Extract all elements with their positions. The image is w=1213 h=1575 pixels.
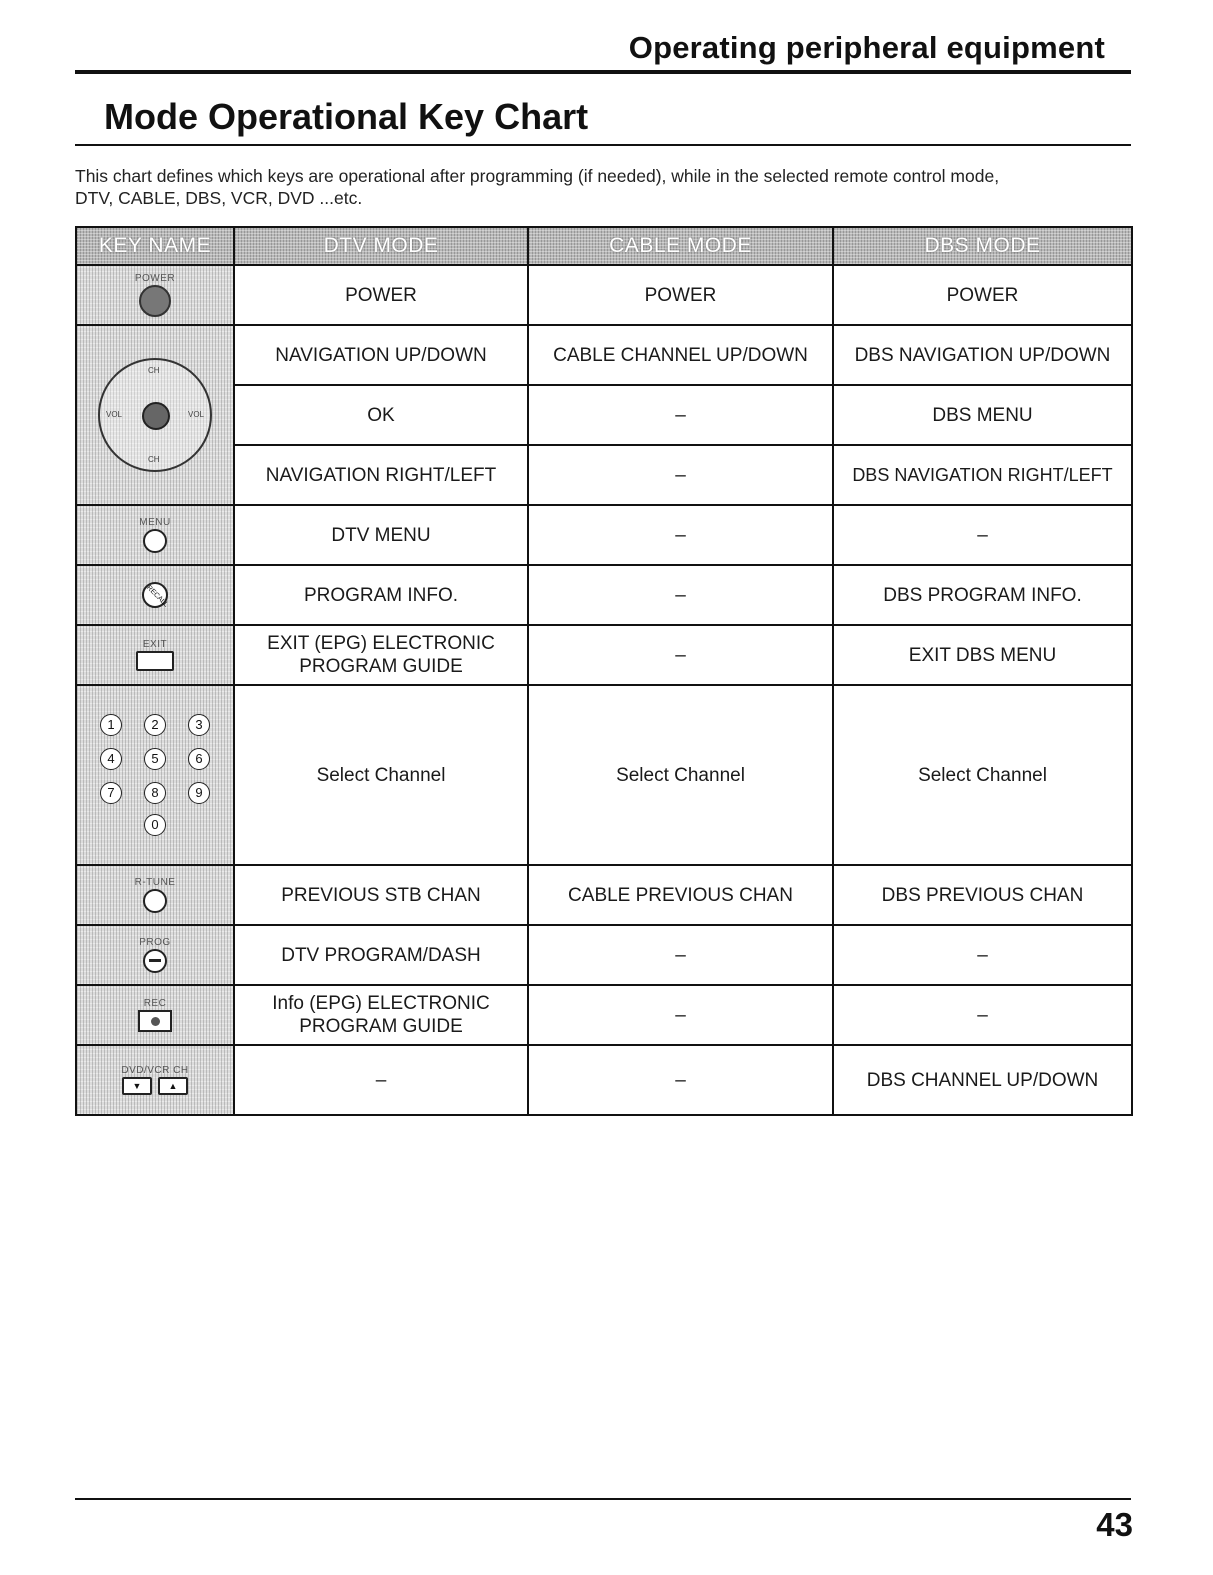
header-dtv-mode: DTV MODE <box>234 227 528 265</box>
digit-8-icon: 8 <box>144 782 166 804</box>
dtv-cell <box>234 625 528 685</box>
table-row <box>76 685 1132 865</box>
table-row <box>76 505 1132 565</box>
dtv-cell: Select Channel <box>234 685 528 865</box>
cable-cell: – <box>528 505 833 565</box>
power-key-label: POWER <box>134 273 176 284</box>
table-row <box>76 265 1132 325</box>
dbs-cell: – <box>833 505 1132 565</box>
dtv-cell: DTV MENU <box>234 505 528 565</box>
top-rule <box>75 70 1131 74</box>
dbs-cell: DBS MENU <box>833 385 1132 445</box>
dtv-cell: DTV PROGRAM/DASH <box>234 925 528 985</box>
digit-3-icon: 3 <box>188 714 210 736</box>
number-pad-icon <box>99 714 211 804</box>
dtv-cell: – <box>234 1045 528 1115</box>
digit-1-icon: 1 <box>100 714 122 736</box>
cable-cell: – <box>528 385 833 445</box>
ok-button-icon <box>142 402 170 430</box>
cable-cell: – <box>528 925 833 985</box>
recall-button-icon: RECALL <box>137 577 174 614</box>
cable-cell: – <box>528 625 833 685</box>
digit-6-icon: 6 <box>188 748 210 770</box>
prog-key-label: PROG <box>139 937 171 948</box>
key-number-pad <box>76 685 234 865</box>
table-row <box>76 865 1132 925</box>
nav-left-label: VOL <box>106 410 123 419</box>
dtv-cell-line-2: PROGRAM GUIDE <box>299 656 463 677</box>
r-tune-key-label: R-TUNE <box>134 877 176 888</box>
exit-button-icon <box>136 651 174 671</box>
key-exit <box>76 625 234 685</box>
dtv-cell: NAVIGATION RIGHT/LEFT <box>234 445 528 505</box>
nav-down-label: CH <box>148 455 160 464</box>
menu-key-label: MENU <box>139 517 171 528</box>
key-r-tune <box>76 865 234 925</box>
dtv-cell <box>234 985 528 1045</box>
dbs-cell: – <box>833 985 1132 1045</box>
dtv-cell: OK <box>234 385 528 445</box>
table-row <box>76 565 1132 625</box>
intro-line-2: DTV, CABLE, DBS, VCR, DVD ...etc. <box>75 188 363 208</box>
digit-0-icon: 0 <box>144 814 166 836</box>
cable-cell: CABLE PREVIOUS CHAN <box>528 865 833 925</box>
nav-up-label: CH <box>148 366 160 375</box>
key-power <box>76 265 234 325</box>
header-key-name: KEY NAME <box>76 227 234 265</box>
cable-cell: – <box>528 445 833 505</box>
key-recall <box>76 565 234 625</box>
key-rec <box>76 985 234 1045</box>
cable-cell: POWER <box>528 265 833 325</box>
dtv-cell: POWER <box>234 265 528 325</box>
dbs-cell: – <box>833 925 1132 985</box>
menu-button-icon <box>143 529 167 553</box>
dbs-cell: DBS PREVIOUS CHAN <box>833 865 1132 925</box>
dash-button-icon <box>143 949 167 973</box>
dtv-cell: PREVIOUS STB CHAN <box>234 865 528 925</box>
cable-cell: – <box>528 565 833 625</box>
table-row <box>76 625 1132 685</box>
digit-7-icon: 7 <box>100 782 122 804</box>
cable-cell: CABLE CHANNEL UP/DOWN <box>528 325 833 385</box>
power-button-icon <box>139 285 171 317</box>
table-row <box>76 925 1132 985</box>
table-row <box>76 325 1132 385</box>
cable-cell: – <box>528 985 833 1045</box>
dbs-cell: DBS NAVIGATION UP/DOWN <box>833 325 1132 385</box>
section-title: Operating peripheral equipment <box>628 30 1105 65</box>
digit-9-icon: 9 <box>188 782 210 804</box>
exit-key-label: EXIT <box>142 639 168 650</box>
navigation-pad-icon <box>98 358 212 472</box>
dvd-vcr-ch-key-label: DVD/VCR CH <box>121 1065 189 1076</box>
dtv-cell-line-2: PROGRAM GUIDE <box>299 1016 463 1037</box>
r-tune-button-icon <box>143 889 167 913</box>
header-dbs-mode: DBS MODE <box>833 227 1132 265</box>
table-row <box>76 985 1132 1045</box>
table-row <box>76 1045 1132 1115</box>
key-dvd-vcr-ch <box>76 1045 234 1115</box>
up-arrow-icon: ▲ <box>158 1077 188 1095</box>
channel-arrow-buttons <box>122 1077 188 1095</box>
down-arrow-icon: ▼ <box>122 1077 152 1095</box>
cable-cell: – <box>528 1045 833 1115</box>
heading-rule <box>75 144 1131 146</box>
cable-cell: Select Channel <box>528 685 833 865</box>
bottom-rule <box>75 1498 1131 1500</box>
dbs-cell: DBS PROGRAM INFO. <box>833 565 1132 625</box>
page-number: 43 <box>1096 1506 1133 1543</box>
dbs-cell: DBS CHANNEL UP/DOWN <box>833 1045 1132 1115</box>
key-chart-table <box>75 226 1133 1116</box>
rec-key-label: REC <box>143 998 167 1009</box>
key-navigation-pad <box>76 325 234 505</box>
table-header-row <box>76 227 1132 265</box>
key-prog <box>76 925 234 985</box>
digit-4-icon: 4 <box>100 748 122 770</box>
table-row <box>76 385 1132 445</box>
page-heading: Mode Operational Key Chart <box>104 96 589 137</box>
dbs-cell: EXIT DBS MENU <box>833 625 1132 685</box>
dtv-cell: NAVIGATION UP/DOWN <box>234 325 528 385</box>
intro-paragraph <box>75 165 1135 209</box>
dtv-cell-line-1: EXIT (EPG) ELECTRONIC <box>267 633 495 654</box>
nav-right-label: VOL <box>187 410 204 419</box>
table-row <box>76 445 1132 505</box>
dbs-cell: Select Channel <box>833 685 1132 865</box>
key-menu <box>76 505 234 565</box>
dtv-cell-line-1: Info (EPG) ELECTRONIC <box>272 993 490 1014</box>
header-cable-mode: CABLE MODE <box>528 227 833 265</box>
dbs-cell: DBS NAVIGATION RIGHT/LEFT <box>833 445 1132 505</box>
record-button-icon <box>138 1010 172 1032</box>
digit-2-icon: 2 <box>144 714 166 736</box>
dtv-cell: PROGRAM INFO. <box>234 565 528 625</box>
digit-5-icon: 5 <box>144 748 166 770</box>
intro-line-1: This chart defines which keys are operational after programming (if needed), while in the selected remote control mode, <box>75 166 1000 186</box>
dbs-cell: POWER <box>833 265 1132 325</box>
